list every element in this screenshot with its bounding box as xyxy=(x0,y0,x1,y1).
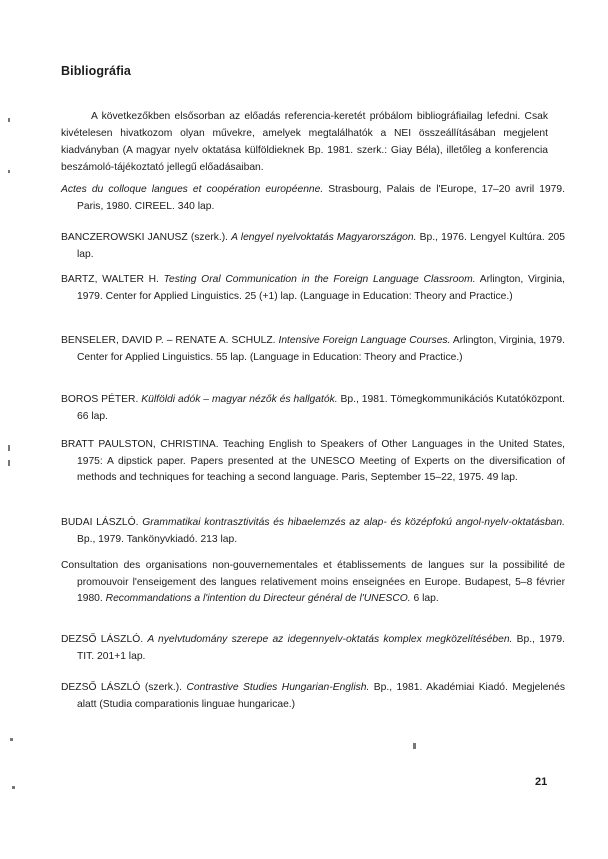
scan-speck xyxy=(8,170,10,173)
entry-title: Külföldi adók – magyar nézők és hallgatók. xyxy=(141,394,338,405)
bibliography-entry xyxy=(61,272,565,305)
entry-details: Strasbourg, Palais de l'Europe, 17–20 avril 1979. Paris, 1980. CIREEL. 340 lap. xyxy=(77,184,565,212)
scan-speck xyxy=(413,743,416,749)
scan-speck xyxy=(8,118,10,122)
bibliography-entry xyxy=(61,515,565,548)
entry-title: Testing Oral Communication in the Foreign Language Classroom. xyxy=(163,274,476,285)
entry-details: Bp., 1976. Lengyel Kultúra. 205 lap. xyxy=(77,232,566,260)
bibliography-entry xyxy=(61,392,565,425)
bibliography-entry xyxy=(61,632,565,665)
entry-author: BARTZ, WALTER H. xyxy=(61,274,164,285)
entry-details: Bp., 1979. TIT. 201+1 lap. xyxy=(77,634,565,662)
bibliography-entry xyxy=(61,182,565,215)
entry-details: Bp., 1979. Tankönyvkiadó. 213 lap. xyxy=(77,533,238,545)
bibliography-entry xyxy=(61,437,565,487)
entry-author: BOROS PÉTER. xyxy=(61,394,142,405)
entry-title: A nyelvtudomány szerepe az idegennyelv-oktatás komplex megközelítésében. xyxy=(147,634,513,645)
entry-author: Consultation des organisations non-gouvernementales et établissements de langues sur la possibilité de promouvoir l'enseigement des langues relativement moins enseignées en Europe. Budapest, 5–8 février 1980. xyxy=(61,560,565,604)
scan-speck xyxy=(8,445,10,451)
entry-author: DEZSŐ LÁSZLÓ (szerk.). xyxy=(61,682,187,693)
page-number: 21 xyxy=(535,776,548,788)
entry-title: Recommandations a l'intention du Directeur général de l'UNESCO. xyxy=(105,593,411,604)
entry-details: Arlington, Virginia, 1979. Center for Applied Linguistics. 55 lap. (Language in Education: Theory and Practice.) xyxy=(77,335,566,363)
entry-details: Bp., 1981. Akadémiai Kiadó. Megjelenés alatt (Studia comparationis linguae hungaricae.) xyxy=(77,682,565,710)
entry-title: Intensive Foreign Language Courses. xyxy=(278,335,451,346)
entry-details: 6 lap. xyxy=(410,593,439,604)
entry-author: BENSELER, DAVID P. – RENATE A. SCHULZ. xyxy=(61,335,279,346)
entry-author: DEZSŐ LÁSZLÓ. xyxy=(61,634,148,645)
entry-title: Contrastive Studies Hungarian-English. xyxy=(186,682,370,693)
scan-speck xyxy=(10,738,13,741)
entry-title: Grammatikai kontrasztivitás és hibaelemzés az alap- és középfokú angol-nyelv-oktatásban. xyxy=(142,517,565,528)
bibliography-entry xyxy=(61,230,565,263)
entry-details: Bp., 1981. Tömegkommunikációs Kutatóközpont. 66 lap. xyxy=(77,394,565,422)
section-heading: Bibliográfia xyxy=(61,64,131,78)
entry-author: BRATT PAULSTON, CHRISTINA. Teaching English to Speakers of Other Languages in the United States, 1975: A dipstick paper. Papers presented at the UNESCO Meeting of Experts on the diversification of methods and techniques for teaching a second language. Paris, September 15–22, 1975. 49 lap. xyxy=(61,439,565,483)
entry-title: Actes du colloque langues et coopération européenne. xyxy=(61,184,324,195)
scan-speck xyxy=(8,460,10,466)
intro-paragraph: A következőkben elsősorban az előadás referencia-keretét próbálom bibliográfiailag lefedni. Csak kivételesen hivatkozom olyan művekre, amelyek megtalálhatók a NEI összeállításában megjelent kiadványban (A magyar nyelv oktatása külföldieknek Bp. 1981. szerk.: Giay Béla), illetőleg a konferencia beszámoló-tájékoztató jellegű előadásaiban. xyxy=(61,111,548,173)
entry-author: BANCZEROWSKI JANUSZ (szerk.). xyxy=(61,232,232,243)
entry-author: BUDAI LÁSZLÓ. xyxy=(61,517,143,528)
bibliography-entry xyxy=(61,680,565,713)
bibliography-entry xyxy=(61,333,565,366)
entry-title: A lengyel nyelvoktatás Magyarországon. xyxy=(231,232,417,243)
bibliography-entry xyxy=(61,558,565,608)
scan-speck xyxy=(12,786,15,789)
entry-details: Arlington, Virginia, 1979. Center for Applied Linguistics. 25 (+1) lap. (Language in Education: Theory and Practice.) xyxy=(77,274,565,302)
